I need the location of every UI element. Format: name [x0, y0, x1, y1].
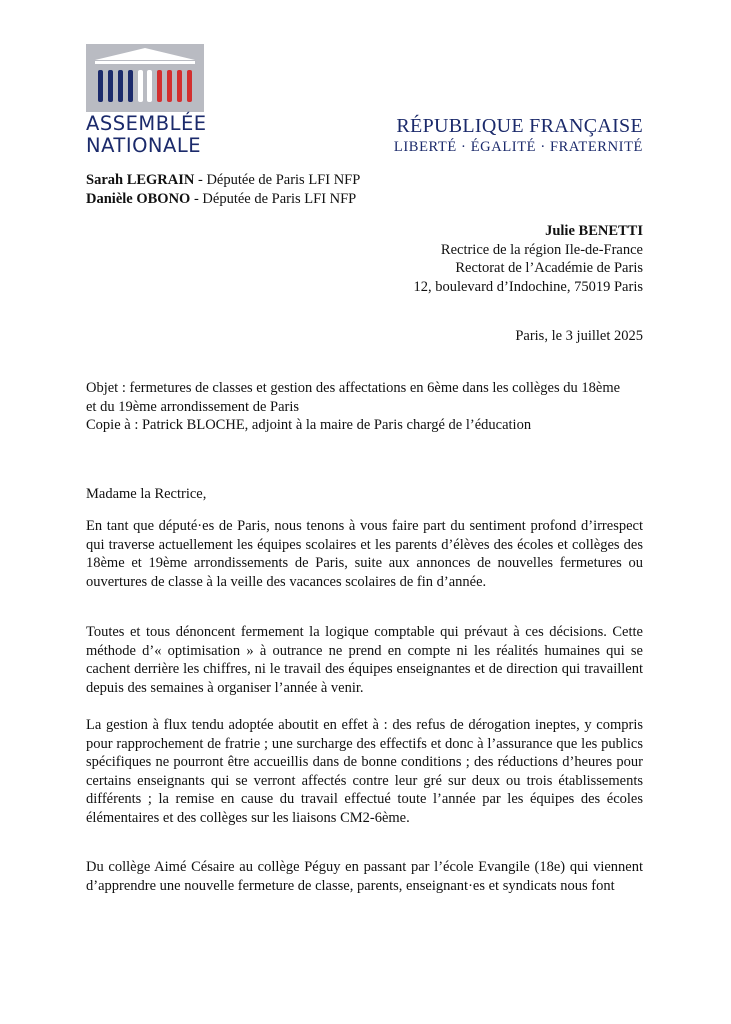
- author-name: Danièle OBONO: [86, 190, 191, 207]
- subject-block: [86, 379, 643, 435]
- subject-line-continued: et du 19ème arrondissement de Paris: [86, 398, 300, 415]
- body-paragraph: En tant que député·es de Paris, nous tenons à vous faire part du sentiment profond d’irrespect qui traverse actuellement les équipes scolaires et les parents d’élèves des écoles et collèges des 18ème et 19ème arrondissements de Paris, suite aux annonces de nouvelles fermetures ou ouvertures de classe à la veille des vacances scolaires de fin d’année.: [86, 518, 643, 590]
- republique-title: RÉPUBLIQUE FRANÇAISE: [396, 115, 643, 137]
- body-paragraph: La gestion à flux tendu adoptée aboutit en effet à : des refus de dérogation ineptes, y compris pour rapprochement de fratrie ; une surcharge des effectifs et donc à l’assurance que les publics spécifiques ne pourront être accueillis dans de bonne conditions ; des réductions d’heures pour certains enseignants qui se verront affectés contre leur gré sur deux ou trois établissements différents ; la remise en cause du travail effectué toute l’année par les équipes des écoles élémentaires et des collèges sur les liaisons CM2-6ème.: [86, 717, 643, 826]
- body-paragraph: Toutes et tous dénoncent fermement la logique comptable qui prévaut à ces décisions. Cette méthode d’« optimisation » à outrance ne prend en compte ni les réalités humaines qui se cachent derrière les chiffres, ni le travail des équipes enseignantes et de direction qui travaillent depuis des semaines à organiser l’année à venir.: [86, 624, 643, 696]
- author-role: - Députée de Paris LFI NFP: [190, 190, 357, 207]
- logo-line-1: ASSEMBLÉE: [86, 112, 207, 135]
- recipient-address: 12, boulevard d’Indochine, 75019 Paris: [413, 278, 643, 295]
- letter-date: Paris, le 3 juillet 2025: [515, 328, 643, 344]
- logo-line-2: NATIONALE: [86, 134, 202, 157]
- body-paragraph: Du collège Aimé Césaire au collège Péguy en passant par l’école Evangile (18e) qui viennent d’apprendre une nouvelle fermeture de classe, parents, enseignant·es et syndicats nous font: [86, 859, 643, 894]
- republique-motto: LIBERTÉ · ÉGALITÉ · FRATERNITÉ: [393, 139, 643, 155]
- recipient-name: Julie BENETTI: [545, 223, 643, 239]
- copy-line: Copie à : Patrick BLOCHE, adjoint à la maire de Paris chargé de l’éducation: [86, 417, 532, 433]
- author-line: [86, 171, 360, 190]
- parliament-building-icon: [86, 44, 204, 112]
- recipient-office: Rectorat de l’Académie de Paris: [455, 260, 643, 276]
- republique-header: [394, 114, 643, 156]
- salutation: Madame la Rectrice,: [86, 486, 207, 502]
- assemblee-nationale-logo: [86, 44, 207, 157]
- subject-line: Objet : fermetures de classes et gestion des affectations en 6ème dans les collèges du 18ème: [86, 380, 621, 396]
- recipient-block: [413, 222, 643, 296]
- recipient-title: Rectrice de la région Ile-de-France: [440, 241, 643, 258]
- author-role: - Députée de Paris LFI NFP: [194, 172, 361, 188]
- author-line: [86, 190, 360, 209]
- author-name: Sarah LEGRAIN: [86, 172, 195, 188]
- authors-block: [86, 171, 360, 208]
